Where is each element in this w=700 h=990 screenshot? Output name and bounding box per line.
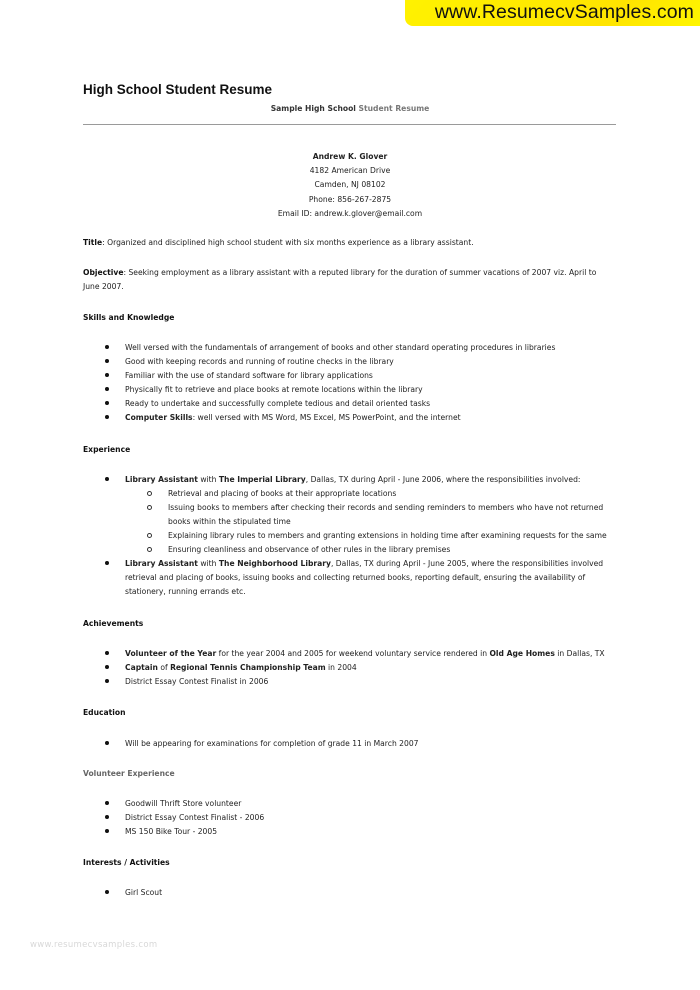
list-item-text xyxy=(125,411,623,425)
list-item-text xyxy=(125,661,623,675)
job-entry-continuation xyxy=(83,571,623,585)
list-item xyxy=(83,341,623,355)
job-role: Library Assistant xyxy=(125,475,198,484)
job-org: The Neighborhood Library xyxy=(218,559,331,568)
list-item xyxy=(83,661,623,675)
list-item xyxy=(83,411,623,425)
circle-bullet-icon xyxy=(147,505,152,510)
computer-skills-label: Computer Skills xyxy=(125,413,193,422)
job-desc: , Dallas, TX during April - June 2006, where the responsibilities involved: xyxy=(305,475,581,484)
list-item xyxy=(83,825,623,839)
bullet-icon xyxy=(105,890,109,894)
objective-line1: : Seeking employment as a library assistant with a reputed library for the duration of summer vacations of 2007 viz. April to xyxy=(123,268,597,277)
achievement-text: for the year 2004 and 2005 for weekend voluntary service rendered in xyxy=(216,649,490,658)
job-text xyxy=(125,557,623,571)
bullet-icon xyxy=(105,345,109,349)
watermark: www.resumecvsamples.com xyxy=(30,940,158,950)
achievement-bold: Captain xyxy=(125,663,158,672)
list-item xyxy=(83,369,623,383)
duty-text: Issuing books to members after checking their records and sending reminders to members who have not returned xyxy=(168,503,604,512)
bullet-icon xyxy=(105,741,109,745)
duty-text: Retrieval and placing of books at their appropriate locations xyxy=(168,489,397,498)
site-banner xyxy=(405,0,700,26)
duty-item xyxy=(83,543,623,557)
experience-heading: Experience xyxy=(83,445,131,454)
bullet-icon xyxy=(105,561,109,565)
document-title: High School Student Resume xyxy=(83,82,273,97)
bullet-icon xyxy=(105,477,109,481)
list-item-text: Girl Scout xyxy=(125,888,163,897)
job-entry-continuation xyxy=(83,585,623,599)
interests-heading: Interests / Activities xyxy=(83,858,170,867)
list-item-text: MS 150 Bike Tour - 2005 xyxy=(125,827,218,836)
duty-item xyxy=(83,487,623,501)
achievements-heading: Achievements xyxy=(83,619,144,628)
duty-text: Explaining library rules to members and granting extensions in holding time after examining requests for the same xyxy=(168,531,607,540)
computer-skills-text: : well versed with MS Word, MS Excel, MS PowerPoint, and the internet xyxy=(192,413,461,422)
objective xyxy=(83,266,613,294)
subtitle xyxy=(0,104,700,113)
job-text xyxy=(125,473,623,487)
title-text: : Organized and disciplined high school student with six months experience as a library assistant. xyxy=(102,238,474,247)
contact-address2: Camden, NJ 08102 xyxy=(314,180,386,190)
list-item-text: Will be appearing for examinations for completion of grade 11 in March 2007 xyxy=(125,739,419,748)
job-entry xyxy=(83,557,623,571)
achievement-text: in Dallas, TX xyxy=(554,649,605,658)
list-item-text: District Essay Contest Finalist - 2006 xyxy=(125,813,265,822)
list-item xyxy=(83,886,623,900)
list-item xyxy=(83,797,623,811)
job-org: The Imperial Library xyxy=(218,475,306,484)
achievement-bold: Old Age Homes xyxy=(489,649,555,658)
job-with: with xyxy=(197,475,219,484)
contact-email: Email ID: andrew.k.glover@email.com xyxy=(277,208,423,218)
objective-line2: June 2007. xyxy=(83,282,124,292)
objective-label: Objective xyxy=(83,268,124,277)
job-desc: stationery, running errands etc. xyxy=(125,587,246,596)
job-desc: retrieval and placing of books, issuing books and collecting returned books, reporting default, ensuring the availability of xyxy=(125,573,586,582)
bullet-icon xyxy=(105,359,109,363)
site-url[interactable]: www.ResumecvSamples.com xyxy=(434,1,694,23)
list-item xyxy=(83,811,623,825)
bullet-icon xyxy=(105,815,109,819)
list-item-text: Familiar with the use of standard software for library applications xyxy=(125,371,373,380)
bullet-icon xyxy=(105,401,109,405)
subtitle-gray: Student Resume xyxy=(358,104,430,113)
list-item xyxy=(83,397,623,411)
job-desc: , Dallas, TX during April - June 2005, where the responsibilities involved xyxy=(330,559,604,568)
contact-phone: Phone: 856-267-2875 xyxy=(308,194,392,204)
duty-item xyxy=(83,529,623,543)
contact-address1: 4182 American Drive xyxy=(309,166,391,176)
skills-heading: Skills and Knowledge xyxy=(83,313,175,322)
contact-block xyxy=(0,150,700,221)
list-item xyxy=(83,737,623,751)
circle-bullet-icon xyxy=(147,547,152,552)
volunteer-heading: Volunteer Experience xyxy=(83,769,175,778)
duty-item xyxy=(83,501,623,515)
title-label: Title xyxy=(83,238,103,247)
list-item-text: Good with keeping records and running of routine checks in the library xyxy=(125,357,394,366)
list-item-text: Ready to undertake and successfully complete tedious and detail oriented tasks xyxy=(125,399,431,408)
divider xyxy=(83,124,616,125)
achievement-bold: Volunteer of the Year xyxy=(125,649,217,658)
circle-bullet-icon xyxy=(147,491,152,496)
list-item xyxy=(83,355,623,369)
achievement-bold: Regional Tennis Championship Team xyxy=(170,663,326,672)
list-item xyxy=(83,675,623,689)
list-item-text: Goodwill Thrift Store volunteer xyxy=(125,799,242,808)
achievement-text: in 2004 xyxy=(325,663,357,672)
bullet-icon xyxy=(105,651,109,655)
education-heading: Education xyxy=(83,708,126,717)
bullet-icon xyxy=(105,415,109,419)
bullet-icon xyxy=(105,679,109,683)
job-entry xyxy=(83,473,623,487)
duty-text: books within the stipulated time xyxy=(168,517,291,526)
subtitle-bold: Sample High School xyxy=(270,104,356,113)
duty-text: Ensuring cleanliness and observance of other rules in the library premises xyxy=(168,545,451,554)
bullet-icon xyxy=(105,665,109,669)
list-item-text: Physically fit to retrieve and place books at remote locations within the library xyxy=(125,385,423,394)
list-item-text xyxy=(125,647,623,661)
list-item xyxy=(83,647,623,661)
list-item-text: District Essay Contest Finalist in 2006 xyxy=(125,677,269,686)
job-role: Library Assistant xyxy=(125,559,198,568)
bullet-icon xyxy=(105,373,109,377)
contact-name: Andrew K. Glover xyxy=(312,152,388,161)
job-with: with xyxy=(197,559,219,568)
bullet-icon xyxy=(105,829,109,833)
bullet-icon xyxy=(105,387,109,391)
list-item-text: Well versed with the fundamentals of arrangement of books and other standard operating procedures in libraries xyxy=(125,343,556,352)
list-item xyxy=(83,383,623,397)
bullet-icon xyxy=(105,801,109,805)
achievement-text: of xyxy=(157,663,171,672)
duty-item-continuation xyxy=(83,515,623,529)
title-line xyxy=(83,236,613,250)
circle-bullet-icon xyxy=(147,533,152,538)
